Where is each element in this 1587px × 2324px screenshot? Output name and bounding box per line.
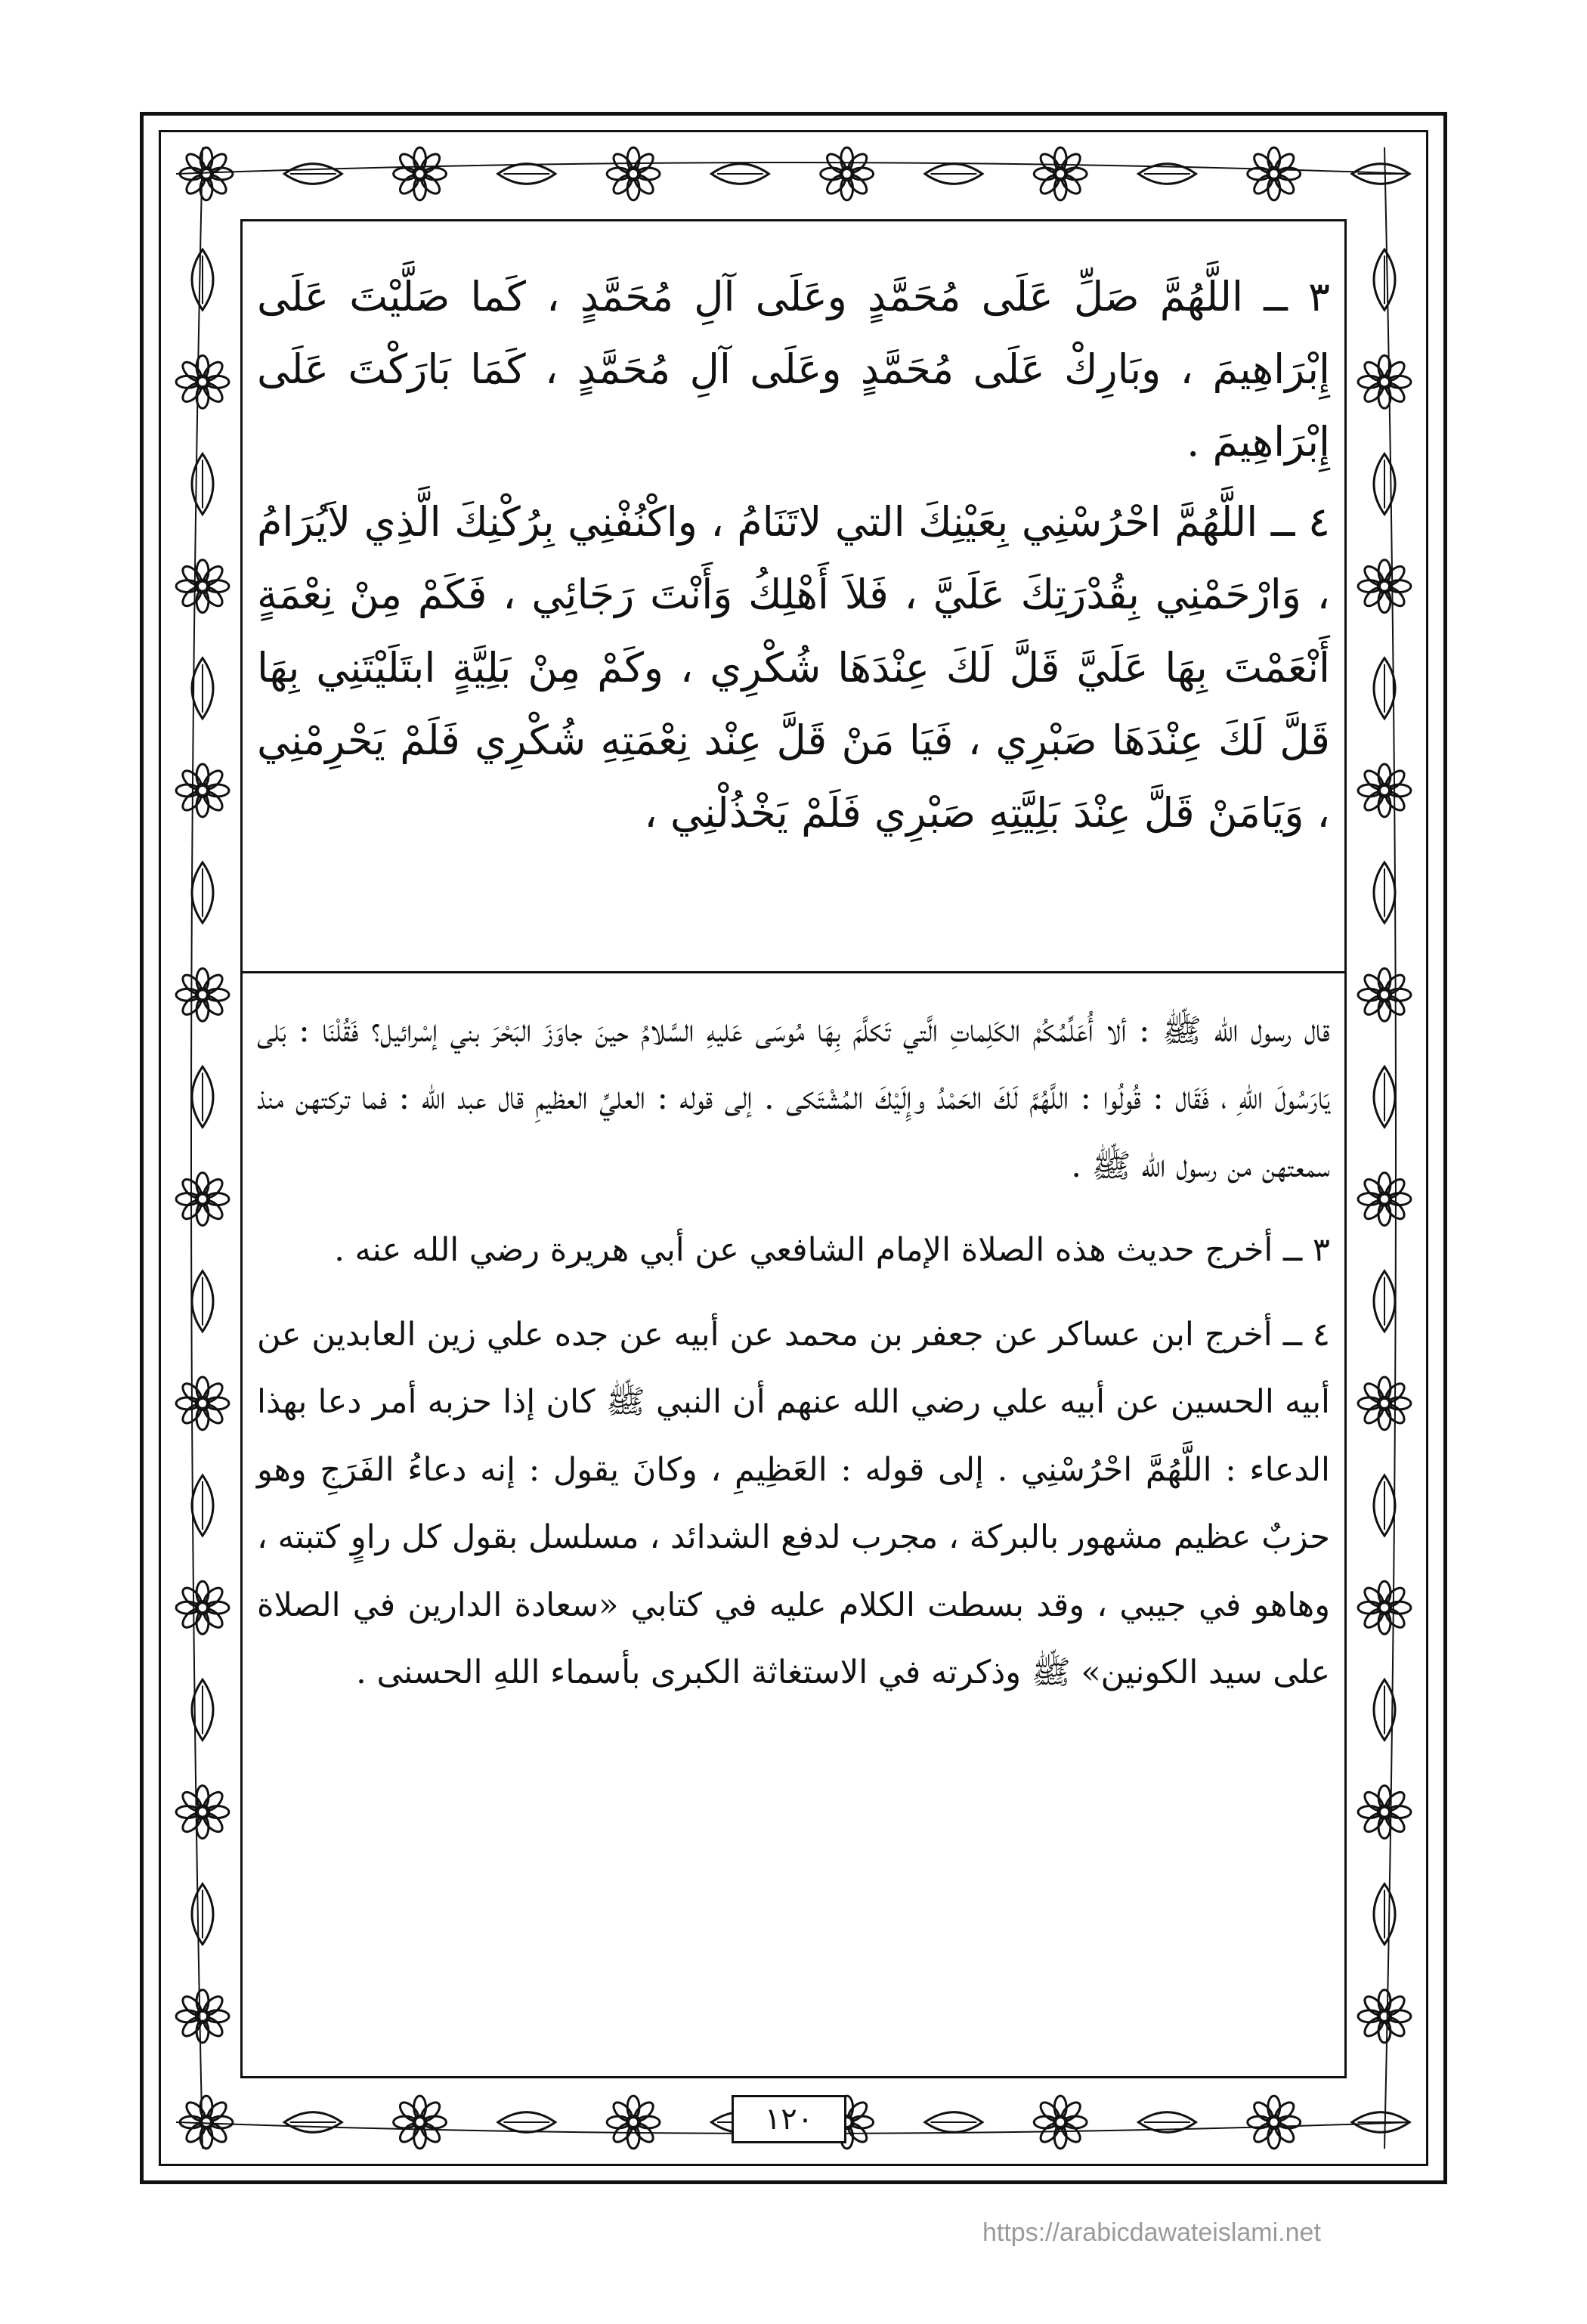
page-number: ١٢٠ bbox=[732, 2095, 846, 2143]
footnote-3: ٣ ــ أخرج حديث هذه الصلاة الإمام الشافعي عن أبي هريرة رضي الله عنه . bbox=[334, 1231, 1330, 1270]
watermark-url: https://arabicdawateislami.net bbox=[982, 2218, 1321, 2247]
paragraph-3: ٣ ــ اللَّهُمَّ صَلِّ عَلَى مُحَمَّدٍ وعَلَى آلِ مُحَمَّدٍ ، كَما صَلَّيْتَ عَلَى إِبْرَاهِيمَ ، وبَارِكْ عَلَى مُحَمَّدٍ وعَلَى آلِ مُحَمَّدٍ ، كَمَا بَارَكْتَ عَلَى إِبْرَاهِيمَ . bbox=[257, 273, 1330, 466]
main-text bbox=[257, 261, 1330, 857]
footnote-hadith: قال رسول الله ﷺ : ألا أُعَلِّمُكُمْ الكَلِماتِ الَّتي تَكلَّمَ بِهَا مُوسَى عَليهِ السَّلامُ حينَ جاوَزَ البَحْرَ بني إسْرائيل؟ فَقُلْنَا : بَلى يَارَسُولَ اللهِ ، فَقَال : قُولُوا : اللَّهُمَّ لَكَ الحَمْدُ وإِلَيْكَ المُشْتَكى . إلى قوله : العليِّ العظيمِ قال عبد الله : فما تركتهن منذ سمعتهن من رسول الله ﷺ . bbox=[257, 1012, 1330, 1185]
footnotes bbox=[257, 998, 1330, 1723]
paragraph-4: ٤ ــ اللَّهُمَّ احْرُسْنِي بِعَيْنِكَ التي لاتَنَامُ ، واكْنُفْنِي بِرُكْنِكَ الَّذِي لاَيُرَامُ ، وَارْحَمْنِي بِقُدْرَتِكَ عَلَيَّ ، فَلاَ أَهْلِكُ وَأَنْتَ رَجَائِي ، فَكَمْ مِنْ نِعْمَةٍ أَنْعَمْتَ بِهَا عَلَيَّ قَلَّ لَكَ عِنْدَهَا شُكْرِي ، وكَمْ مِنْ بَلِيَّةٍ ابتَلَيْتَنِي بِهَا قَلَّ لَكَ عِنْدَهَا صَبْرِي ، فَيَا مَنْ قَلَّ عِنْد نِعْمَتِهِ شُكْرِي فَلَمْ يَحْرِمْنِي ، وَيَامَنْ قَلَّ عِنْدَ بَلِيَّتِهِ صَبْرِي فَلَمْ يَخْذُلْنِي ، bbox=[257, 498, 1330, 837]
footnote-4: ٤ ــ أخرج ابن عساكر عن جعفر بن محمد عن أبيه عن جده علي زين العابدين عن أبيه الحسين عن أبيه علي رضي الله عنهم أن النبي ﷺ كان إذا حزبه أمر دعا بهذا الدعاء : اللَّهُمَّ احْرُسْنِي . إلى قوله : العَظِيمِ ، وكانَ يقول : إنه دعاءُ الفَرَجِ وهو حزبٌ عظيم مشهور بالبركة ، مجرب لدفع الشدائد ، مسلسل بقول كل راوٍ كتبته ، وهاهو في جيبي ، وقد بسطت الكلام عليه في كتابي «سعادة الدارين في الصلاة على سيد الكونين» ﷺ وذكرته في الاستغاثة الكبرى بأسماء اللهِ الحسنى . bbox=[257, 1315, 1330, 1691]
footnote-divider bbox=[243, 971, 1344, 973]
